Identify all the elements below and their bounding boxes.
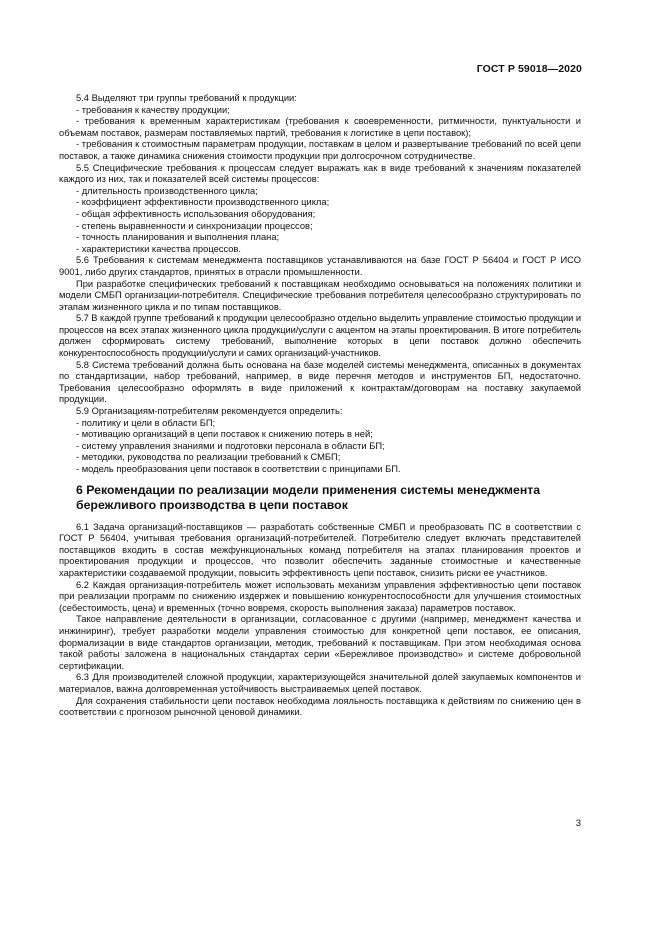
list-item: - требования к временным характеристикам (требования к своевременности, ритмичности, пунктуальности и объемам поставок, размерам поставляемых партий, требования к логистике в цепи поставок);	[59, 116, 581, 138]
paragraph: При разработке специфических требований к поставщикам необходимо основываться на положениях политики и модели СМБП организации-потребителя. Специфические требования потребителя целесообразно структурировать по этапам жизненного цикла и по типам поставщиков.	[59, 278, 581, 312]
list-item: - модель преобразования цепи поставок в соответствии с принципами БП.	[76, 464, 401, 474]
list-item: - методики, руководства по реализации требований к СМБП;	[76, 452, 341, 463]
list-item: - длительность производственного цикла;	[76, 185, 258, 196]
list-item: - систему управления знаниями и подготовки персонала в области БП;	[76, 440, 385, 451]
paragraph: Такое направление деятельности в организации, согласованное с другими (например, менеджмент качества и инжиниринг), требует разработки модели управления стоимостью для конкретной цепи поставок, ее описания, формализации в виде стандартов организации, методик, требований к поставщикам. При этом необходимая основа такой работы заложена в национальных стандартах серии «Бережливое производство» и системе добровольной сертификации.	[59, 614, 581, 671]
paragraph: Для сохранения стабильности цепи поставок необходима лояльность поставщика к действиям по снижению цен в соответствии с прогнозом рыночной ценовой динамики.	[59, 695, 581, 718]
section-gap	[59, 476, 581, 483]
list-item: - требования к стоимостным параметрам продукции, поставкам в целом и развертывание требований по всей цепи поставок, а также динамика снижения стоимости продукции при долгосрочном сотрудничестве.	[59, 139, 581, 161]
list-item: - мотивацию организаций в цепи поставок к снижению потерь в ней;	[76, 429, 373, 440]
paragraph: 5.6 Требования к системам менеджмента поставщиков устанавливаются на базе ГОСТ Р 56404 и ГОСТ Р ИСО 9001, либо других стандартов, принятых в отрасли промышленности.	[59, 255, 581, 277]
paragraph: 5.7 В каждой группе требований к продукции целесообразно отдельно выделить управление стоимостью продукции и процессов на всех этапах жизненного цикла продукции/услуги с акцентом на этапы проектирования. В итоге потребитель должен сформировать систему требований, выполнение которых в цепи поставок должно обеспечить конкурентоспособность продукции/услуги и самих организаций-участников.	[59, 313, 581, 359]
list-item: - общая эффективность использования оборудования;	[76, 208, 316, 219]
paragraph: 5.5 Специфические требования к процессам следует выражать как в виде требований к значениям показателей каждого из них, так и показателей всей системы процессов:	[59, 162, 581, 185]
list-item: - точность планирования и выполнения плана;	[76, 232, 280, 243]
list-item: - степень выравненности и синхронизации процессов;	[76, 220, 313, 231]
paragraph: 5.9 Организациям-потребителям рекомендуется определить:	[76, 406, 343, 417]
paragraph: 5.8 Система требований должна быть основана на базе моделей системы менеджмента, описанных в документах по стандартизации, набор требований, например, в виде перечня методов и инструментов БП, недостаточно. Требования целесообразно оформлять в виде приложений к контрактам/договорам на поставку закупаемой продукции.	[59, 359, 581, 405]
paragraph: 6.2 Каждая организация-потребитель может использовать механизм управления эффективностью цепи поставок при реализации программ по снижению издержек и повышению конкурентоспособности для улучшения стоимостных (себестоимость, цена) и временных (точно вовремя, скорость выполнения заказа) параметров поставок.	[59, 579, 581, 613]
list-item: - коэффициент эффективности производственного цикла;	[76, 197, 330, 208]
paragraph: 6.3 Для производителей сложной продукции, характеризующейся значительной долей закупаемых компонентов и материалов, важна долговременная устойчивость выстраиваемых цепей поставок.	[59, 672, 581, 694]
paragraph: 5.4 Выделяют три группы требований к продукции:	[76, 93, 297, 103]
list-item: - характеристики качества процессов.	[76, 243, 241, 254]
list-item: - политику и цели в области БП;	[76, 417, 216, 428]
page-number: 3	[575, 818, 581, 829]
standard-header: ГОСТ Р 59018—2020	[476, 63, 582, 75]
list-item: - требования к качеству продукции;	[76, 104, 230, 115]
page-content	[59, 93, 581, 719]
section-title: 6 Рекомендации по реализации модели применения системы менеджмента бережливого производства в цепи поставок	[76, 482, 541, 513]
paragraph: 6.1 Задача организаций-поставщиков — разработать собственные СМБП и преобразовать ПС в соответствии с ГОСТ Р 56404, учитывая требования организаций-потребителей. Потребителю следует включать представителей поставщиков входить в состав межфункциональных команд потребителя на этапах планирования проектов и проектирования продукции и процессов, что позволит обеспечить заданные стоимостные и качественные характеристики создаваемой продукции, повысить эффективность цепи поставок, снизить риски ее участников.	[59, 521, 581, 578]
